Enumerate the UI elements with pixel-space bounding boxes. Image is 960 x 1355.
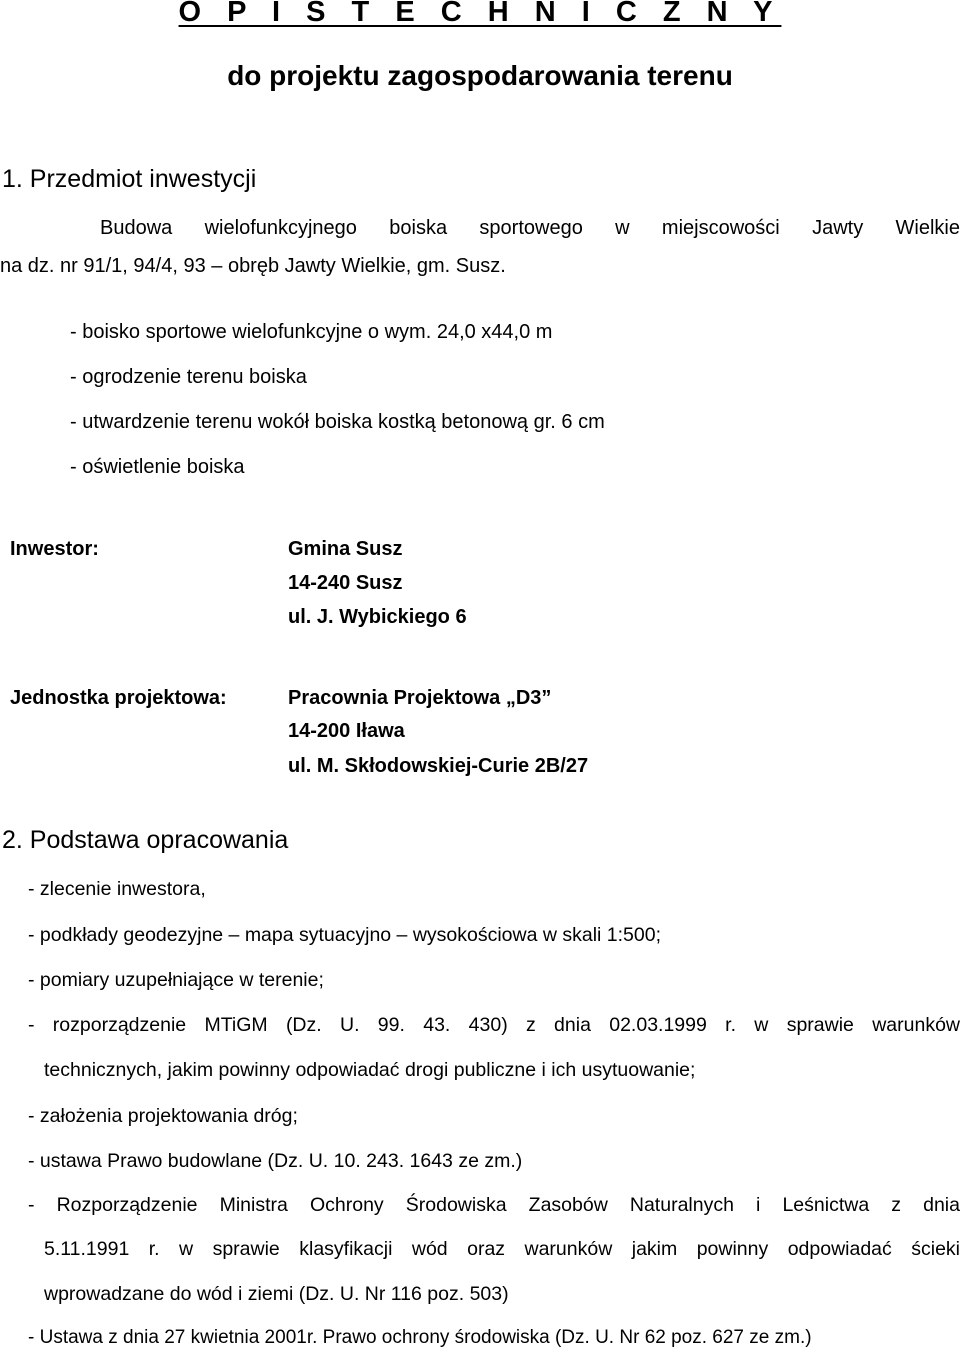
basis-item: - zlecenie inwestora,: [28, 878, 206, 900]
basis-item: - założenia projektowania dróg;: [28, 1105, 298, 1127]
basis-item-continuation: 5.11.1991 r. w sprawie klasyfikacji wód oraz warunków jakim powinny odpowiadać ścieki: [44, 1238, 960, 1260]
scope-item: - boisko sportowe wielofunkcyjne o wym. 24,0 x44,0 m: [70, 321, 553, 343]
scope-item: - oświetlenie boiska: [70, 456, 245, 478]
designer-postal: 14-200 Iława: [288, 720, 405, 742]
basis-item: - Rozporządzenie Ministra Ochrony Środowiska Zasobów Naturalnych i Leśnictwa z dnia: [28, 1194, 960, 1216]
document-subtitle: do projektu zagospodarowania terenu: [227, 60, 733, 91]
basis-item: - ustawa Prawo budowlane (Dz. U. 10. 243. 1643 ze zm.): [28, 1150, 523, 1172]
basis-item: - Ustawa z dnia 27 kwietnia 2001r. Prawo ochrony środowiska (Dz. U. Nr 62 poz. 627 ze zm.): [28, 1327, 812, 1348]
basis-item: - podkłady geodezyjne – mapa sytuacyjno – wysokościowa w skali 1:500;: [28, 924, 662, 946]
investor-postal: 14-240 Susz: [288, 572, 403, 594]
basis-item-continuation: wprowadzane do wód i ziemi (Dz. U. Nr 116 poz. 503): [44, 1283, 509, 1305]
section-1-intro-line-2: na dz. nr 91/1, 94/4, 93 – obręb Jawty Wielkie, gm. Susz.: [0, 255, 506, 277]
investor-label: Inwestor:: [10, 538, 99, 560]
section-1-intro-line-1: Budowa wielofunkcyjnego boiska sportowego w miejscowości Jawty Wielkie: [100, 217, 960, 239]
basis-item: - rozporządzenie MTiGM (Dz. U. 99. 43. 430) z dnia 02.03.1999 r. w sprawie warunków: [28, 1014, 960, 1036]
designer-name: Pracownia Projektowa „D3”: [288, 687, 552, 709]
designer-label: Jednostka projektowa:: [10, 687, 227, 709]
section-2-heading: 2. Podstawa opracowania: [2, 826, 289, 854]
scope-item: - ogrodzenie terenu boiska: [70, 366, 307, 388]
investor-street: ul. J. Wybickiego 6: [288, 606, 467, 628]
designer-street: ul. M. Skłodowskiej-Curie 2B/27: [288, 755, 589, 777]
basis-item-continuation: technicznych, jakim powinny odpowiadać drogi publiczne i ich usytuowanie;: [44, 1059, 696, 1081]
basis-item: - pomiary uzupełniające w terenie;: [28, 969, 324, 991]
section-1-heading: 1. Przedmiot inwestycji: [2, 165, 257, 193]
document-title: O P I S T E C H N I C Z N Y: [178, 0, 782, 28]
scope-item: - utwardzenie terenu wokół boiska kostką betonową gr. 6 cm: [70, 411, 605, 433]
investor-name: Gmina Susz: [288, 538, 403, 560]
